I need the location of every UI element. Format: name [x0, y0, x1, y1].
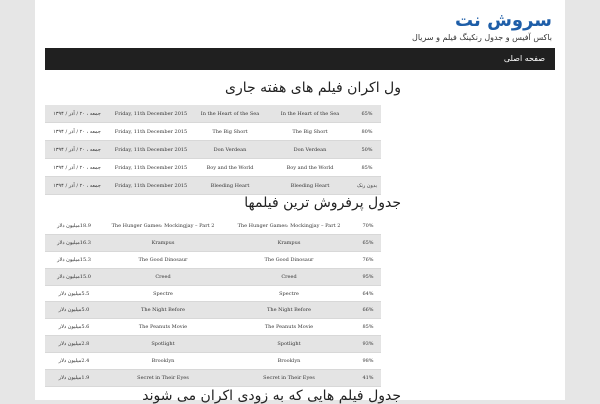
rating-percent-cell: 65%	[355, 234, 381, 251]
movie-title-en-cell: The Hunger Games: Mockingjay – Part 2	[223, 218, 355, 234]
rating-percent-cell: 70%	[355, 218, 381, 234]
gross-cell: 18.9میلیون دلار	[45, 218, 103, 234]
movie-title-en-cell: Creed	[223, 268, 355, 285]
main-navigation	[45, 48, 555, 70]
gross-cell: 2.4میلیون دلار	[45, 353, 103, 370]
movie-title-cell: Bleeding Heart	[193, 177, 267, 195]
movie-title-cell: Brooklyn	[103, 353, 223, 370]
gross-cell: 2.8میلیون دلار	[45, 336, 103, 353]
rating-percent-cell: 41%	[355, 370, 381, 387]
weekly-releases-table	[45, 105, 381, 195]
rating-percent-cell: 95%	[355, 268, 381, 285]
table-row	[45, 268, 381, 285]
movie-title-en-cell: The Peanuts Movie	[223, 319, 355, 336]
rating-percent-cell: 85%	[353, 159, 381, 177]
movie-title-en-cell: Krampus	[223, 234, 355, 251]
page-container	[35, 0, 565, 404]
release-date-fa-cell: جمعه ، ۲۰ / آذر / ۱۳۹۴	[45, 123, 109, 141]
rating-percent-cell: 65%	[353, 105, 381, 123]
table-row	[45, 319, 381, 336]
movie-title-en-cell: Spotlight	[223, 336, 355, 353]
movie-title-en-cell: Secret in Their Eyes	[223, 370, 355, 387]
table-row	[45, 370, 381, 387]
site-title[interactable]: سروش نت	[454, 10, 552, 31]
movie-title-cell: Creed	[103, 268, 223, 285]
movie-title-cell: The Night Before	[103, 302, 223, 319]
table-row	[45, 302, 381, 319]
table-row	[45, 105, 381, 123]
gross-cell: 15.3میلیون دلار	[45, 251, 103, 268]
gross-cell: 5.5میلیون دلار	[45, 285, 103, 302]
gross-cell: 16.3میلیون دلار	[45, 234, 103, 251]
main-content	[45, 70, 401, 404]
movie-title-en-cell: Boy and the World	[267, 159, 353, 177]
rating-percent-cell: 98%	[355, 353, 381, 370]
upcoming-heading: جدول فیلم هایی که به زودی اکران می شوند	[142, 388, 401, 404]
release-date-fa-cell: جمعه ، ۲۰ / آذر / ۱۳۹۴	[45, 177, 109, 195]
rating-percent-cell: 76%	[355, 251, 381, 268]
gross-cell: 1.9میلیون دلار	[45, 370, 103, 387]
table-row	[45, 177, 381, 195]
table-row	[45, 234, 381, 251]
rating-percent-cell: 80%	[353, 123, 381, 141]
release-date-cell: Friday, 11th December 2015	[109, 159, 193, 177]
rating-percent-cell: 64%	[355, 285, 381, 302]
movie-title-cell: Spectre	[103, 285, 223, 302]
movie-title-cell: In the Heart of the Sea	[193, 105, 267, 123]
site-description: باکس آفیس و جدول رنکینگ فیلم و سریال	[412, 33, 552, 42]
table-row	[45, 141, 381, 159]
release-date-fa-cell: جمعه ، ۲۰ / آذر / ۱۳۹۴	[45, 141, 109, 159]
release-date-cell: Friday, 11th December 2015	[109, 141, 193, 159]
movie-title-en-cell: The Good Dinosaur	[223, 251, 355, 268]
movie-title-en-cell: Brooklyn	[223, 353, 355, 370]
movie-title-cell: The Good Dinosaur	[103, 251, 223, 268]
movie-title-en-cell: Spectre	[223, 285, 355, 302]
bestselling-table	[45, 218, 381, 387]
movie-title-en-cell: The Night Before	[223, 302, 355, 319]
table-row	[45, 251, 381, 268]
table-row	[45, 353, 381, 370]
movie-title-cell: Don Verdean	[193, 141, 267, 159]
movie-title-cell: The Peanuts Movie	[103, 319, 223, 336]
movie-title-cell: Krampus	[103, 234, 223, 251]
table-row	[45, 123, 381, 141]
table-row	[45, 336, 381, 353]
movie-title-cell: The Hunger Games: Mockingjay – Part 2	[103, 218, 223, 234]
release-date-fa-cell: جمعه ، ۲۰ / آذر / ۱۳۹۴	[45, 159, 109, 177]
release-date-cell: Friday, 11th December 2015	[109, 177, 193, 195]
movie-title-cell: Spotlight	[103, 336, 223, 353]
release-date-cell: Friday, 11th December 2015	[109, 123, 193, 141]
gross-cell: 5.6میلیون دلار	[45, 319, 103, 336]
movie-title-en-cell: The Big Short	[267, 123, 353, 141]
weekly-releases-heading: ول اکران فیلم های هفته جاری	[225, 80, 401, 96]
movie-title-en-cell: In the Heart of the Sea	[267, 105, 353, 123]
movie-title-cell: Secret in Their Eyes	[103, 370, 223, 387]
table-row	[45, 285, 381, 302]
rating-percent-cell: 66%	[355, 302, 381, 319]
release-date-fa-cell: جمعه ، ۲۰ / آذر / ۱۳۹۴	[45, 105, 109, 123]
table-row	[45, 159, 381, 177]
gross-cell: 5.0میلیون دلار	[45, 302, 103, 319]
table-row	[45, 218, 381, 234]
rating-percent-cell: 93%	[355, 336, 381, 353]
movie-title-cell: Boy and the World	[193, 159, 267, 177]
nav-item-home[interactable]: صفحه اصلی	[503, 54, 545, 63]
gross-cell: 15.0میلیون دلار	[45, 268, 103, 285]
rating-percent-cell: 50%	[353, 141, 381, 159]
release-date-cell: Friday, 11th December 2015	[109, 105, 193, 123]
movie-title-cell: The Big Short	[193, 123, 267, 141]
movie-title-en-cell: Don Verdean	[267, 141, 353, 159]
bestselling-heading: جدول پرفروش ترین فیلمها	[244, 195, 401, 211]
rating-percent-cell: بدون رنک	[353, 177, 381, 195]
movie-title-en-cell: Bleeding Heart	[267, 177, 353, 195]
rating-percent-cell: 85%	[355, 319, 381, 336]
